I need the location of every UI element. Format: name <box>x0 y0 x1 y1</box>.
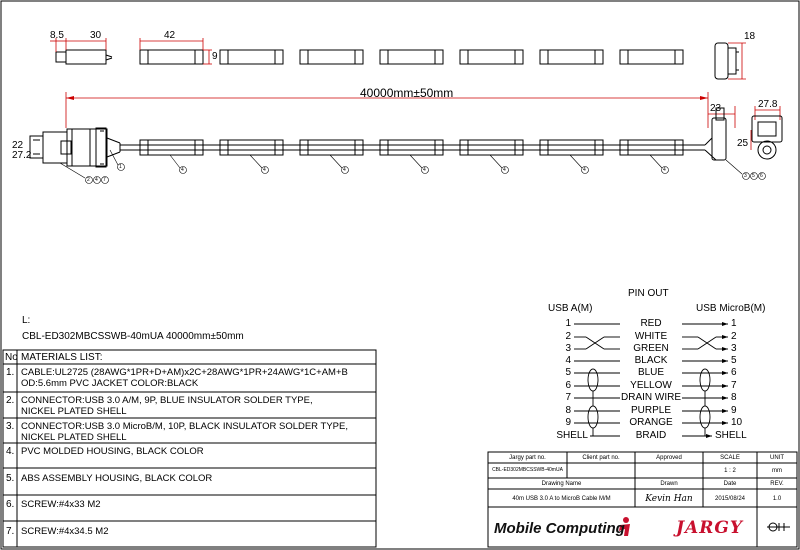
part-prefix: L: <box>22 315 31 326</box>
tb-scale: 1 : 2 <box>724 468 736 474</box>
balloon-3: 3 <box>744 173 747 179</box>
material-text: CONNECTOR:USB 3.0 MicroB/M, 10P, BLACK INSULATOR SOLDER TYPE, NICKEL PLATED SHELL <box>21 421 348 443</box>
dim-overall-length: 40000mm±50mm <box>360 86 454 100</box>
materials-header-no: No <box>5 352 18 363</box>
material-text: CABLE:UL2725 (28AWG*1PR+D+AM)x2C+28AWG*1PR+24AWG*1C+AM+B OD:5.6mm PVC JACKET COLOR:BLACK <box>21 367 348 389</box>
material-no: 1. <box>6 367 15 378</box>
pinout-right-header: USB MicroB(M) <box>696 303 766 314</box>
ferrite-row-top <box>140 50 683 64</box>
balloon-4: 4 <box>95 177 98 183</box>
pin-left: 7 <box>565 392 571 403</box>
dim-23: 23 <box>710 103 722 114</box>
dim-8-5: 8.5 <box>50 30 64 41</box>
tb-approved-label: Approved <box>656 455 682 461</box>
pin-signal: WHITE <box>634 331 668 342</box>
balloon-leaders <box>60 150 742 178</box>
pin-left: SHELL <box>556 430 588 441</box>
pin-right: 2 <box>731 331 737 342</box>
pin-right: 5 <box>731 355 737 366</box>
material-text: PVC MOLDED HOUSING, BLACK COLOR <box>21 446 204 457</box>
pin-left: 8 <box>565 405 571 416</box>
balloon-4: 4 <box>343 167 346 173</box>
brand-jargy: JARGY <box>676 518 744 538</box>
balloon-7: 7 <box>103 177 106 183</box>
pin-signal: BLACK <box>634 355 668 366</box>
dim-18: 18 <box>744 31 756 42</box>
pin-signal: BRAID <box>635 430 667 441</box>
top-view-parts <box>56 43 739 79</box>
cable-side-view <box>30 108 782 167</box>
pin-right: 1 <box>731 318 737 329</box>
balloon-5: 5 <box>752 173 755 179</box>
pin-right: 8 <box>731 392 737 403</box>
dim-22: 22 <box>12 140 24 151</box>
tb-client-part-label: Client part no. <box>582 455 620 461</box>
material-text: ABS ASSEMBLY HOUSING, BLACK COLOR <box>21 473 213 484</box>
pin-left: 6 <box>565 380 571 391</box>
material-no: 2. <box>6 395 15 406</box>
dim-27-8: 27.8 <box>758 99 778 110</box>
tb-unit-label: UNIT <box>770 455 784 461</box>
pin-right: 3 <box>731 343 737 354</box>
part-length: 40000mm±50mm <box>166 331 244 342</box>
tb-jargy-part-label: Jargy part no. <box>509 455 546 461</box>
pinout-title: PIN OUT <box>628 288 669 299</box>
pin-right: 9 <box>731 405 737 416</box>
pinout-left-header: USB A(M) <box>548 303 593 314</box>
tb-date-label: Date <box>723 481 737 487</box>
pin-signal: RED <box>640 318 662 329</box>
tb-rev: 1.0 <box>772 496 782 502</box>
tb-part-no: CBL-ED302MBCSSWB-40mUA <box>492 467 563 473</box>
balloon-4: 4 <box>503 167 506 173</box>
pin-signal: DRAIN WIRE <box>621 392 681 403</box>
top-dimensions <box>30 38 780 163</box>
pin-signal: ORANGE <box>629 417 673 428</box>
tb-drawn-label: Drawn <box>660 481 678 487</box>
dim-27-2: 27.2 <box>12 150 32 161</box>
tb-unit: mm <box>772 468 782 474</box>
pin-signal: PURPLE <box>630 405 671 416</box>
part-number: CBL-ED302MBCSSWB-40mUA <box>22 331 164 342</box>
balloon-4: 4 <box>181 167 184 173</box>
tb-rev-label: REV. <box>770 481 784 487</box>
balloon-2: 2 <box>87 177 90 183</box>
materials-header-title: MATERIALS LIST: <box>21 352 103 363</box>
material-no: 7. <box>6 526 15 537</box>
material-no: 5. <box>6 473 15 484</box>
tb-drawing-name-label: Drawing Name <box>541 481 582 487</box>
pin-signal: BLUE <box>637 367 665 378</box>
pin-right: 6 <box>731 367 737 378</box>
pin-signal: YELLOW <box>630 380 672 391</box>
pin-right: SHELL <box>715 430 747 441</box>
balloon-6: 6 <box>760 173 763 179</box>
material-text: SCREW:#4x33 M2 <box>21 499 101 510</box>
pin-left: 4 <box>565 355 571 366</box>
material-no: 3. <box>6 421 15 432</box>
pin-right: 10 <box>731 417 743 428</box>
pin-left: 2 <box>565 331 571 342</box>
material-text: SCREW:#4x34.5 M2 <box>21 526 109 537</box>
pin-right: 7 <box>731 380 737 391</box>
tb-drawing-name: 40m USB 3.0 A to MicroB Cable M/M <box>512 496 611 502</box>
dim-9: 9 <box>212 51 218 62</box>
material-no: 6. <box>6 499 15 510</box>
balloon-4: 4 <box>263 167 266 173</box>
balloon-4: 4 <box>663 167 666 173</box>
pin-left: 9 <box>565 417 571 428</box>
pin-left: 3 <box>565 343 571 354</box>
pin-left: 1 <box>565 318 571 329</box>
tb-signature: Kevin Han <box>645 494 693 504</box>
balloon-4: 4 <box>423 167 426 173</box>
dim-42: 42 <box>164 30 176 41</box>
jargy-logo-mark-icon <box>767 523 790 531</box>
tb-date: 2015/08/24 <box>714 496 746 502</box>
material-no: 4. <box>6 446 15 457</box>
brand-mobile-computing: Mobile Computing <box>494 520 625 537</box>
pin-left: 5 <box>565 367 571 378</box>
dim-30: 30 <box>90 30 102 41</box>
dim-25: 25 <box>737 138 749 149</box>
pin-signal: GREEN <box>633 343 669 354</box>
balloon-1: 1 <box>119 164 122 170</box>
tb-scale-label: SCALE <box>720 455 740 461</box>
balloon-4: 4 <box>583 167 586 173</box>
material-text: CONNECTOR:USB 3.0 A/M, 9P, BLUE INSULATOR SOLDER TYPE, NICKEL PLATED SHELL <box>21 395 313 417</box>
